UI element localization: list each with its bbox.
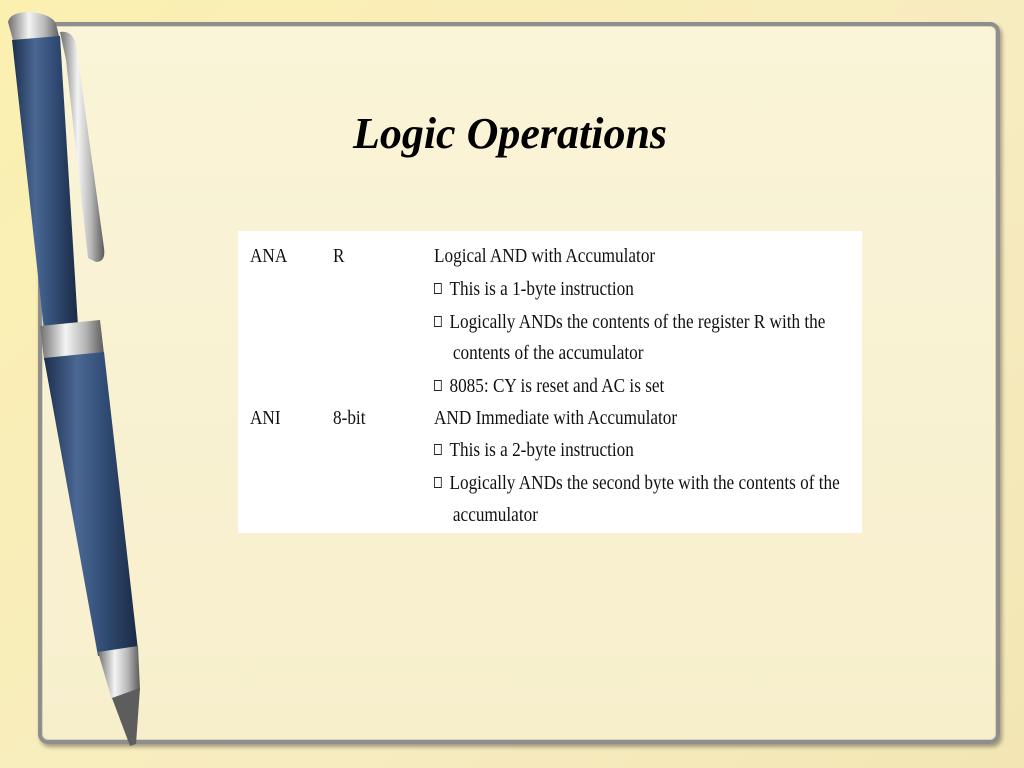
mnemonic: ANA — [250, 245, 288, 267]
bullet-text: contents of the accumulator — [452, 342, 644, 364]
checkbox-bullet-icon — [434, 477, 442, 488]
operand: 8-bit — [333, 407, 366, 429]
bullet-text: Logically ANDs the contents of the register R with the — [449, 311, 826, 333]
bullet-text: Logically ANDs the second byte with the contents of the — [449, 472, 840, 494]
checkbox-bullet-icon — [434, 444, 442, 455]
bullet-text: This is a 1-byte instruction — [449, 278, 634, 300]
instruction-table — [238, 231, 862, 533]
bullet-text: 8085: CY is reset and AC is set — [449, 375, 665, 397]
instruction-heading: Logical AND with Accumulator — [434, 245, 656, 267]
checkbox-bullet-icon — [434, 380, 442, 391]
bullet-text: This is a 2-byte instruction — [449, 439, 634, 461]
checkbox-bullet-icon — [434, 283, 442, 294]
bullet-text: accumulator — [452, 504, 538, 526]
instruction-heading: AND Immediate with Accumulator — [434, 407, 678, 429]
checkbox-bullet-icon — [434, 316, 442, 327]
operand: R — [333, 245, 345, 267]
slide-title: Logic Operations — [352, 109, 668, 158]
mnemonic: ANI — [250, 407, 281, 429]
